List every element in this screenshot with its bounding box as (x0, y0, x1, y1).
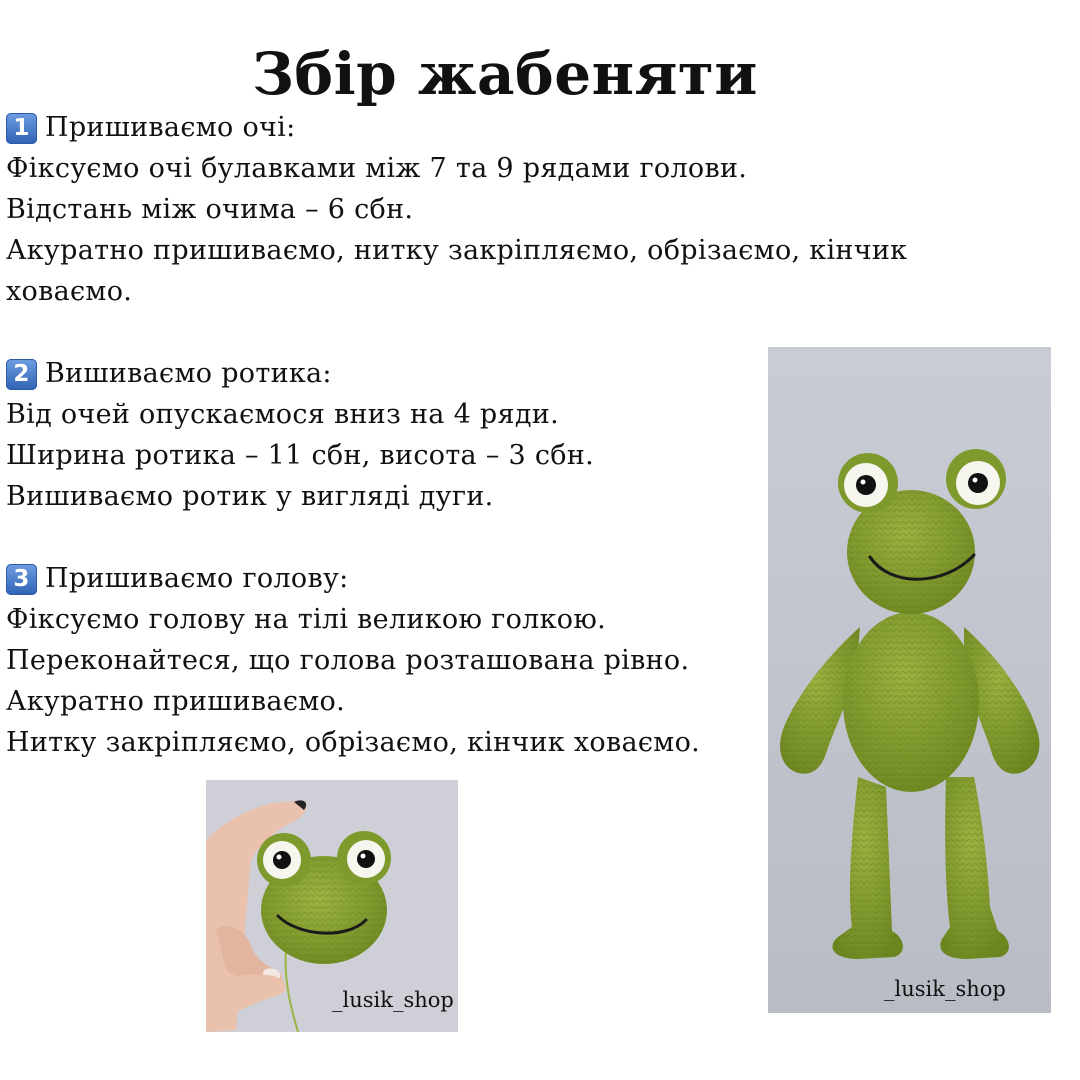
step-3-line: Фіксуємо голову на тілі великою голкою. (6, 604, 607, 635)
step-1-line: Відстань між очима – 6 сбн. (6, 194, 414, 225)
step-1-line: ховаємо. (6, 276, 133, 307)
page-title: Збір жабеняти (252, 40, 758, 108)
step-1-line: Фіксуємо очі булавками між 7 та 9 рядами голови. (6, 153, 748, 184)
step-2-line: Від очей опускаємося вниз на 4 ряди. (6, 399, 559, 430)
step-2-heading-text: Вишиваємо ротика: (45, 358, 332, 389)
step-3-line: Нитку закріпляємо, обрізаємо, кінчик ховаємо. (6, 727, 701, 758)
number-1-icon: 1 (6, 113, 37, 144)
step-1-heading-text: Пришиваємо очі: (45, 112, 296, 143)
step-2-heading (6, 354, 332, 394)
watermark: _lusik_shop (884, 977, 1006, 1001)
frog-full-photo (768, 347, 1051, 1013)
step-2-line: Вишиваємо ротик у вигляді дуги. (6, 481, 494, 512)
number-3-icon: 3 (6, 564, 37, 595)
step-3-heading (6, 559, 349, 599)
step-3-line: Акуратно пришиваємо. (6, 686, 345, 717)
watermark: _lusik_shop (332, 988, 454, 1012)
step-3-heading-text: Пришиваємо голову: (45, 563, 349, 594)
frog-head-photo (206, 780, 458, 1032)
step-1-line: Акуратно пришиваємо, нитку закріпляємо, обрізаємо, кінчик (6, 235, 908, 266)
number-2-icon: 2 (6, 359, 37, 390)
step-3-line: Переконайтеся, що голова розташована рівно. (6, 645, 690, 676)
step-1-heading (6, 108, 296, 148)
step-2-line: Ширина ротика – 11 сбн, висота – 3 сбн. (6, 440, 595, 471)
